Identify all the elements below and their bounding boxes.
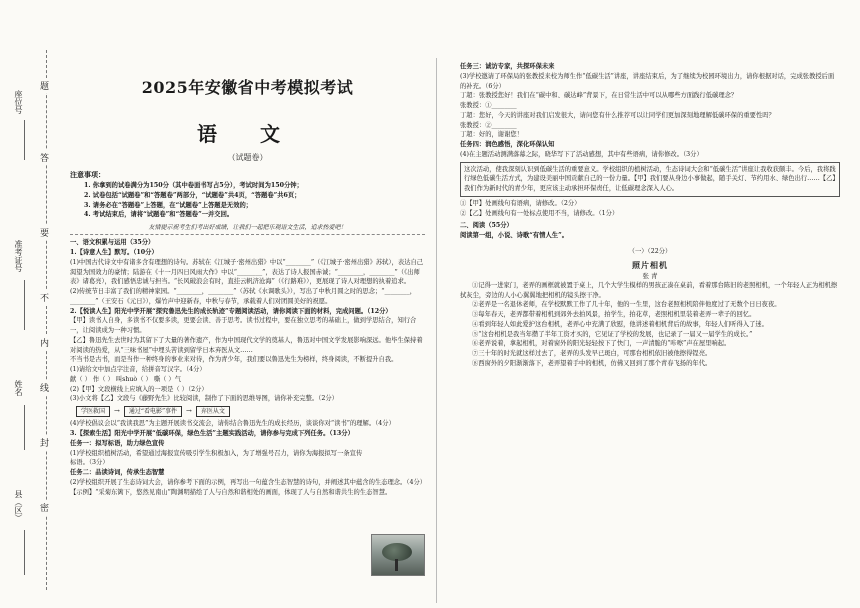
section-heading: 一、语文积累与运用（35分）: [70, 239, 155, 247]
reading-heading: 阅读第一组，小说、诗歌“有情人生”。: [460, 232, 568, 239]
separator: [70, 234, 425, 235]
left-column: [70, 62, 425, 602]
story-paragraph: ⑥老弄说着，拿起相机，对着窗外的阳光轻轻按下了快门，一声清脆的“咔嚓”声在屋里响起。: [472, 340, 731, 348]
mind-map-node: 学医救国: [76, 406, 110, 417]
county-label: 县（区）: [14, 490, 23, 522]
question-text: (4)在主题活动测满落幕之际，晓华写下了活动感想，其中有些语病，请你修改。（3分）: [460, 150, 703, 158]
wish-line: 友情提示祝考生们考出好成绩，让我们一起把乐观语文生活，追求热爱吧！: [148, 224, 347, 232]
story-paragraph: ④看到年轻人如此爱护这台相机，老弄心中充满了欣慰，他讲述着相机背后的故事，年轻人们听得入了迷。: [472, 320, 768, 328]
story-paragraph: ⑧西窗外的夕阳渐渐落下，老弄望着手中的相机，仿佛又回到了那个青春飞扬的年代。: [472, 359, 712, 367]
story-paragraph: ⑦三十年的时光就这样过去了，老弄的头发早已斑白，可那台相机依旧被他擦得锃亮。: [472, 350, 712, 358]
story-body: [460, 281, 840, 369]
mind-map: [76, 406, 425, 417]
seal-char: 线: [40, 380, 49, 395]
seat-field[interactable]: [24, 120, 25, 160]
seal-char: 答: [40, 150, 49, 165]
question-text: (2)传统节日丰富了我们的精神家园。“________，________”（苏轼《水调歌头》），写出了中秋月圆之时的思念；“________，________”（王安石《元日》），爆竹声中迎新春，中秋与春节，承载着人们对团圆美好的祝愿。: [70, 288, 417, 305]
seal-char: 要: [40, 225, 49, 240]
section-heading: 二、阅读（55分）: [460, 222, 513, 230]
mind-map-node: 弃医从文: [196, 406, 230, 417]
task-heading: 任务四：润色感悟，深化环保认知: [460, 141, 555, 148]
passage-paragraph: 【乙】鲁迅先生去世时为其留下了大量的著作遗产，作为中国现代文学的奠基人，鲁迅对中国文学发展影响深远。他毕生保持着对阅读的热爱，从“三味书屋”中埋头苦读到留学日本弃医从文……: [70, 336, 423, 354]
seal-char: 内: [40, 335, 49, 350]
arrow-right-icon: →: [186, 407, 192, 416]
story-paragraph: ③每年春天，老弄都带着相机到郊外去拍风景，拍学生，拍花草，老照相机里装着老弄一辈子的回忆。: [472, 311, 756, 319]
name-field[interactable]: [24, 405, 25, 450]
question-text: (2)学校组织开展了生态诗词大会，请你参考下面的示例，再写出一句蕴含生态智慧的诗句，并阐述其中蕴含的生态理念。（4分）: [70, 478, 427, 486]
question-text: (1)中国古代诗文中有诸多含有理想的诗句。苏轼在《江城子·密州出猎》中以“________”（《江城子·密州出猎》苏轼），表达自己渴望为国效力的豪情；陆游在《十一月四日风雨大作》中以“________”，表达了诗人报国赤诚；“________，________”（《出师表》诸葛亮），我们感悟忠诚与担当。“长风破浪会有时，直挂云帆济沧海”（《行路难》），更展现了诗人对理想的执着追求。: [70, 258, 424, 286]
task-heading: 任务三：诚访专家，共探环保未来: [460, 63, 555, 70]
question-text: ①【甲】处画线句有语病，请修改。（2分）: [460, 199, 581, 207]
passage-paragraph: 不当书是古书，而是当作一种终身的事业来对待，作为青少年，我们要以鲁迅先生为榜样，终身阅读，不断提升自我。: [70, 356, 398, 364]
question-text: (1)请给文中加点字注音，给拼音写汉字。（4分）: [70, 366, 206, 374]
poster-photo: [371, 534, 425, 576]
question-text: (4)学校倡议会以“我读我思”为主题开展读书交流会，请你结合鲁迅先生的成长经历，谈谈你对“读书”的理解。（4分）: [70, 420, 395, 428]
county-field[interactable]: [24, 530, 25, 575]
story-paragraph: ⑤“这台相机是我当年攒了半年工资才买的，它见证了学校的发展，也记录了一届又一届学生的成长。”: [472, 330, 753, 338]
question-heading: 2.【悦读人生】阳光中学开展“探究鲁迅先生的成长轨迹”专题阅读活动，请你阅读下面的材料，完成问题。（12分）: [70, 307, 392, 315]
question-text: (1)学校组织植树活动，希望通过海报宣传吸引学生积极加入，为了增强号召力，请你为海报拟写一条宣传标语。（3分）: [70, 449, 363, 467]
seal-char: 密: [40, 500, 49, 515]
seat-label: 座位号: [14, 90, 23, 114]
binding-strip: [0, 50, 60, 590]
story-title: 照片相机: [632, 259, 668, 270]
question-heading: 1.【诗意人生】默写。（10分）: [70, 249, 158, 257]
seal-char: 不: [40, 290, 49, 305]
exam-no-field[interactable]: [24, 280, 25, 330]
exam-no-label: 准考证号: [14, 240, 23, 272]
mind-map-node: 通过“看电影”事件: [124, 406, 182, 417]
notes-heading: 注意事项：: [70, 170, 105, 180]
exam-subtitle: （试题卷）: [227, 152, 268, 162]
seal-char: 题: [40, 78, 49, 93]
dialogue-answer[interactable]: 张教授：②________: [460, 121, 517, 129]
question-heading: 3.【探索生活】阳光中学开展“低碳环保，绿色生活”主题实践活动，请你参与完成下列任务。（13分）: [70, 430, 354, 438]
question-text: ②【乙】处画线句有一处标点使用不当，请修改。（1分）: [460, 209, 619, 217]
dialogue-line: 丁超：您好，今天的讲座对我们启发很大，请问您有什么推荐可以让同学们更加深刻地理解低碳环保的重要性吗？: [460, 111, 775, 119]
note-item: 3. 请务必在“答题卷”上答题，在“试题卷”上答题是无效的；: [84, 201, 253, 209]
note-item: 1. 你拿到的试卷满分为150分（其中卷面书写占5分），考试时间为150分钟；: [84, 182, 303, 190]
dialogue-line: 丁超：张教授您好！我们在“碳中和、碳达峰”背景下，在日常生活中可以从哪些方面践行低碳理念？: [460, 92, 738, 100]
tree-trunk: [395, 559, 398, 571]
subject-title: 语 文: [197, 121, 298, 146]
dialogue-line: 丁超：好的，谢谢您！: [460, 131, 523, 139]
right-column: [460, 62, 840, 602]
seal-char: 封: [40, 435, 49, 450]
arrow-right-icon: →: [114, 407, 120, 416]
story-author: 张 青: [642, 271, 658, 280]
question-text: (3)小文将【乙】文段与《藤野先生》比较阅读，制作了下面的思维导图，请你补充完整。（2分）: [70, 395, 338, 403]
passage-paragraph: 【甲】读书人自身，多读书不仅要多读，更要会读、善于思考。读书过程中，要在独立思考的基础上，做到学思结合，知行合一，让阅读成为一种习惯。: [70, 317, 417, 335]
answer-blanks[interactable]: 献（ ） 作（ ） 叫shuò（ ） 嘶（ ）气: [70, 375, 182, 383]
task-heading: 任务二：品读诗词，传承生态智慧: [70, 469, 165, 477]
note-item: 2. 试卷包括“试题卷”和“答题卷”两部分，“试题卷”共4页，“答题卷”共6页；: [84, 191, 301, 199]
reflection-box: 这次活动，使我深刻认识到低碳生活的重要意义。学校组织的植树活动，生态诗词大会和“低碳生活”讲座让我收获颇丰。今后，我将践行绿色低碳生活方式，为建设美丽中国贡献自己的一份力量。【甲】我们要从身边小事做起，随手关灯、节约用水、绿色出行……【乙】我们作为新时代的青少年，更应该主动承担环保责任，让低碳理念深入人心。: [460, 162, 840, 197]
note-item: 4. 考试结束后，请将“试题卷”和“答题卷”一并交回。: [84, 211, 234, 219]
task-heading: 任务一：拟写标语，助力绿色宣传: [70, 439, 165, 447]
exam-title: 2025年安徽省中考模拟考试: [141, 78, 354, 97]
story-paragraph: ②老弄是一名退休老师，在学校默默工作了几十年，他的一生里，这台老照相机陪伴他度过了无数个日日夜夜。: [472, 301, 781, 309]
column-divider: [436, 58, 437, 603]
story-paragraph: ①记得一进家门，老弄的画框就被置于桌上，几个大学生模样的男孩正凑在桌前，看着那台陈旧的老照相机，一个年轻人正为相机擦拭灰尘，旁边的人小心翼翼地把相机的镜头擦干净。: [460, 281, 838, 299]
question-text: (2)【甲】文段横线上应填入的一项是（ ）（2分）: [70, 385, 208, 393]
dialogue-answer[interactable]: 张教授：①________: [460, 102, 517, 109]
passage-number: （一）（22分）: [628, 247, 672, 255]
question-text: (3)学校邀请了环保局的张教授来校为师生作“低碳生活”讲座，讲座结束后，为了继续为校园环境出力，请你根据对话，完成张教授后面的补充。（6分）: [460, 72, 835, 90]
example-text: 【示例】“采菊东篱下，悠然见南山”陶渊明描绘了人与自然和谐相处的画面，体现了人与自然和谐共生的生态智慧。: [70, 488, 392, 496]
name-label: 姓名: [14, 380, 23, 396]
